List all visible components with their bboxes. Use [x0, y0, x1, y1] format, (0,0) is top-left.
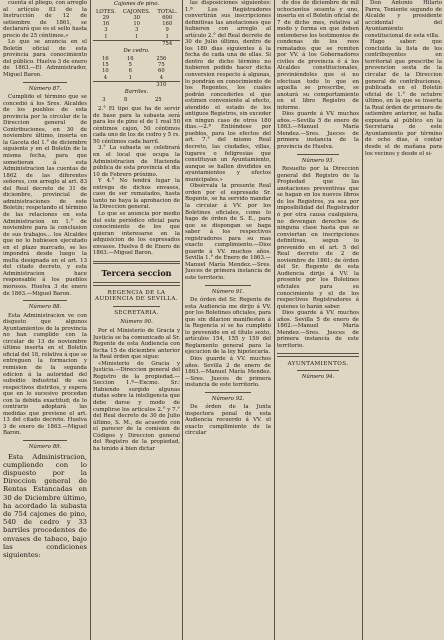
cell: 60: [158, 68, 165, 75]
paragraph: De órden de la Junta inspectora penal de esta Audiencia recuerdo á VV. el exacto cumplimiento de la circular: [185, 404, 271, 437]
cell: 75: [158, 62, 165, 69]
cell: 9: [165, 27, 169, 34]
cell: 256: [156, 55, 167, 62]
cell: 1: [128, 74, 132, 81]
notice-number: Número 91.: [211, 288, 245, 295]
paragraph: Hago saber: que concluida la lista de los contribuyentes en territorial que prescribe la prevencion sexta de la circular de la Direccion general de contribuciones, publicada en el Boletín oficial de 1.° de octubre último, en la que se inserta la Real órden de primero de setiembre anterior, se halla expuesta al público en la Secretaría de este Ayuntamiento por término de ocho dias, á contar desde el de mañana para los vecinos y desde el si-: [365, 39, 442, 157]
table-header: LOTES.: [95, 8, 116, 15]
paragraph: Por el Ministerio de Gracia y Justicia se ha comunicado al Sr. Regente de esta Audiencia con fecha 15 de diciembre anterior la Real órden que sigue:: [93, 327, 180, 361]
paragraph: Y 4.° No tendrá lugar la entrega de dichos envases, caso de ser rematados, hasta tanto no haya la aprobacion de la Direccion general.: [93, 178, 180, 211]
paragraph: cuenta el pliego, con arreglo al artículo 83 de la Instrucción de 12 de setiembre de 1861, se declarará que es el sello hasta precio de 25 céntimos.»: [3, 0, 87, 39]
column-3: [185, 0, 271, 640]
paragraph: Resuelto por la Direccion general del Registro de la Propiedad que las anotaciones preventivas que se hagan en los nuevos libros de los Registros, ya sea por imposibilidad del Registrador ó por otra causa cualquiera, no devengan derechos de ninguna clase hasta que se conviertan en inscripciones definitivas, segun lo prevenido en el art. 5 del Real decreto de 2 de noviembre de 1861; de órden del Sr. Regente de esta Audiencia dirijo á VV. la presente por los Boletines oficiales para su conocimiento y el de los respectivos Registradores á quienes lo harán saber.: [277, 166, 359, 310]
separator: [205, 285, 251, 286]
total-cell: 754: [154, 41, 180, 48]
cell: 30: [133, 14, 140, 21]
double-rule: [93, 282, 180, 286]
section-heading: Tercera seccion: [101, 268, 172, 279]
cell: 1: [104, 33, 108, 40]
separator: [23, 300, 67, 301]
table-caption: De cedro.: [123, 48, 150, 55]
paragraph: Obsérvala la presente Real orden por el espresado Sr. Regente, se ha servido mandar la circular á VV. por los Boletines oficiales, como lo hago de órden de S. E., para que se dispongan se haga saber á los respectivos registradores para su mas exacto cumplimiento.—Dios guarde á VV. muchos años. Sevilla 1.° de Enero de 1863.—Manuel María Mendez.—Sres. Jueces de primera instancia de este territorio.: [185, 183, 271, 281]
column-rule: [274, 0, 275, 640]
separator: [297, 154, 339, 155]
paragraph: Lo que se anuncia por medio del este periódico oficial para conocimiento de los que quieran interesarse en la adquisicion de los espresados envases. Huelva 8 de Enero de 1863.—Miguel Baron.: [93, 210, 180, 257]
notice-number: Número 89.: [28, 444, 62, 450]
paragraph: 3.° La subasta se celebrará en el local que ocupa la Administracion de Hacienda pública de esta provincia el dia 10 de Febrero próximo.: [93, 145, 180, 178]
cell: 5: [128, 62, 132, 69]
column-rule: [182, 0, 183, 640]
cell: 16: [102, 55, 109, 62]
paragraph: Esta Administracion, cumpliendo con lo dispuesto por la Direccion general de Rentas Estancadas en 30 de Diciembre último, ha acordado la subasta de 754 cajones de pino, 540 de cedro y 33 barriles procedentes de envases de tabaco, bajo las condiciones siguientes:: [3, 452, 87, 559]
paragraph: Esta Administracion ve con disgusto que algunos Ayuntamientos de la provincia no han cumplido con la circular de 13 de noviembre último inserta en el Boletín oficial del 18, relativa á que se entreguen la formacion y remision de la segunda edicion á la autoridad del subsidio industrial de sus respectivos distritos, y espera que en lo sucesivo procedan con la debida exactitud; de lo contrario adoptará las medidas que previene el art. 13 del citado decreto. Huelva 3 de enero de 1863.—Miguel Baron.: [3, 312, 87, 437]
column-5: [365, 0, 442, 640]
cell: 15: [102, 62, 109, 69]
notice-number: Número 90.: [120, 319, 153, 326]
notice-number: Número 94.: [301, 374, 335, 381]
court-heading: REGENCIA DE LA AUDIENCIA DE SEVILLA.: [95, 289, 178, 303]
paragraph: Lo que se anuncia en el Boletín oficial de esta provincia para conocimiento del público. Huelva 3 de enero de 1863.—El Administrador, Miguel Baron.: [3, 39, 87, 79]
cell: 4: [159, 74, 164, 81]
paragraph: Don Antonio Hilario Parra, Teniente segundo de Alcalde y presidente accidental del Ayuntamiento constitucional de esta villa.: [365, 0, 442, 39]
separator: [113, 306, 160, 307]
notice-number: Número 88.: [28, 304, 62, 311]
cell: 6: [128, 68, 132, 75]
column-rule: [90, 0, 91, 640]
cell: 16: [102, 21, 110, 28]
paragraph: de dos de diciembre de mil ochocientos sesenta y uno, inserta en el Boletín oficial de 7 de dicho mes, relativa al modo y forma en que deben entenderse los testimonios de condenas de los reos rematados que se remiten por VV. á los Gobernadores civiles de provincia ó á los Alcaldes constitucionales, previniéndoles que si no efectuan todo lo que en aquella se prescribe, se anotará su comportamiento en el libro Registro de informe.: [277, 0, 359, 111]
paragraph: 2.° El tipo que ha de servir de base para la subasta será para los de pino el de 1 real 50 céntimos cajon, 50 céntimos cada uno de los de cedro y 5 rs. 50 céntimos cada barril.: [93, 106, 180, 145]
table-row: [93, 34, 180, 41]
paragraph: De órden del Sr. Regente de esta Audiencia me dirijo á VV. por los Boletines oficiales, para que sin dilacion manifiesten á la Regencia si se ha cumplido lo prevenido en el título sexto, artículos 154, 155 y 159 del Reglamento general para la ejecucion de la ley hipotecaria.: [185, 297, 271, 356]
cell: 3: [134, 27, 139, 34]
cell: 160: [162, 21, 173, 28]
paragraph: las disposiciones siguientes: 1.ª Los Registradores convertirán sus inscripciones definitivas las anotaciones que hubieren con arreglo al artículo 2.° del Real decreto de 30 de Julio último, dentro de los 180 dias siguientes á la fecha de cada una de ellas. Si dentro de dicho término no hubieren podido hacer dicha conversion respecto á algunas, lo pondrán en conocimiento de los Regentes, los cuales podrán concederles el que estimen conveniente al efecto, atendido el estado de los antiguos Registros, sin exceder en ningun caso de otros 180 dias.—2.ª Entiéndese por pueblos, para los efectos del art. 7.° del mismo Real decreto, las ciudades, villas, lugares o feligresias que constituyan un Ayuntamiento, aunque se hallen divididos en ayuntamientos y efectos municipales.»: [185, 0, 271, 183]
cell: 4: [103, 74, 108, 81]
paragraph: Cumplido el término que se concedió á los Sres. Alcaldes de los pueblos de esta provincia por la circular de la Direccion general de Contribuciones, en 30 de noviembre último, inserta en la Gaceta del 1.° de diciembre siguiente y en el Boletín de la misma fecha, para que sometieran á esta Administracion las cuentas de 1862 de las diferentes señores, con arreglo al art. 83 del Real decreto de 31 de diciembre, provincial de administraciones de este Boletín; respetando el término de las relaciones en esta Administracion en 1.° de noviembre para la conclusion de sus trabajos... los Alcaldes que no lo hubiesen ejecutado en el plazo marcado, se les impondrá desde luego la multa designada en el art. 13 del citado decreto, y esta Administracion hace responsable á los pueblos morosos. Huelva 3 de enero de 1863.—Miguel Baron.: [3, 94, 87, 297]
column-rule: [362, 0, 363, 640]
double-rule: [93, 261, 180, 265]
table-row: [93, 75, 180, 82]
table-row: [93, 27, 180, 33]
separator: [23, 82, 67, 83]
separator: [23, 440, 67, 441]
total-row: [93, 82, 180, 89]
table-header: CAJONES.: [122, 8, 151, 15]
notice-number: Número 87.: [28, 85, 62, 92]
cedar-table: [93, 56, 180, 88]
column-1: [3, 0, 87, 640]
cell: 3: [104, 27, 108, 34]
envases-table: [93, 9, 180, 48]
cell: 16: [126, 55, 134, 62]
paragraph: Dios guarde á VV. muchos años. Sevilla 5 de enero de 1862.—Manuel María Mendez.—Sres. Jueces de primera instancia de este territorio.: [277, 310, 359, 349]
total-cell: 310: [143, 82, 180, 89]
table-caption: Barriles.: [124, 89, 149, 96]
paragraph: Dios guarde á VV. muchos años.—Sevilla 5 de enero de 1863.—Manuel María Mendez.—Sres. Jueces de primera instancia de la provincia de Huelva.: [277, 111, 359, 151]
cell: 600: [162, 14, 173, 21]
double-rule: [277, 353, 359, 357]
separator: [205, 392, 251, 393]
section-heading: AYUNTAMIENTOS.: [287, 360, 349, 367]
separator: [297, 370, 339, 371]
notice-number: Número 93.: [301, 157, 335, 164]
cell: 1: [134, 33, 139, 40]
cell: 10: [102, 68, 109, 75]
cell: 3: [102, 96, 106, 103]
table-header-row: [93, 9, 180, 15]
cell: 8: [123, 96, 128, 103]
cell: 10: [133, 21, 140, 28]
table-header: TOTAL.: [157, 8, 178, 15]
table-caption: Cajones de pino.: [113, 1, 160, 7]
total-row: [93, 41, 180, 48]
cell: 1: [165, 33, 169, 40]
subsection-heading: SECRETARIA.: [114, 309, 159, 316]
column-4: [277, 0, 359, 640]
cell: 29: [102, 14, 110, 21]
paragraph: Dios guarde á VV. muchos años. Sevilla 2 de enero de 1863.—Manuel María Mendez.—Sres. Jueces de primera instancia de este territorio.: [185, 355, 271, 389]
column-2: [93, 0, 180, 640]
cell: 25: [154, 96, 162, 103]
notice-number: Número 92.: [211, 395, 245, 402]
paragraph: «Ministerio de Gracia y Justicia.—Direccion general del Registro de la propiedad.—Seccion 1.ª—Excmo. Sr.: Habiendo surgido algunas dudas sobre la inteligencia que debe darse y modo de cumplirse los artículos 2.° y 7.° del Real decreto de 30 de Julio último, S. M., de acuerdo con el parecer de la comision de Códigos y Direccion general del Registro de la propiedad, ha tenido á bien dictar: [93, 360, 180, 452]
